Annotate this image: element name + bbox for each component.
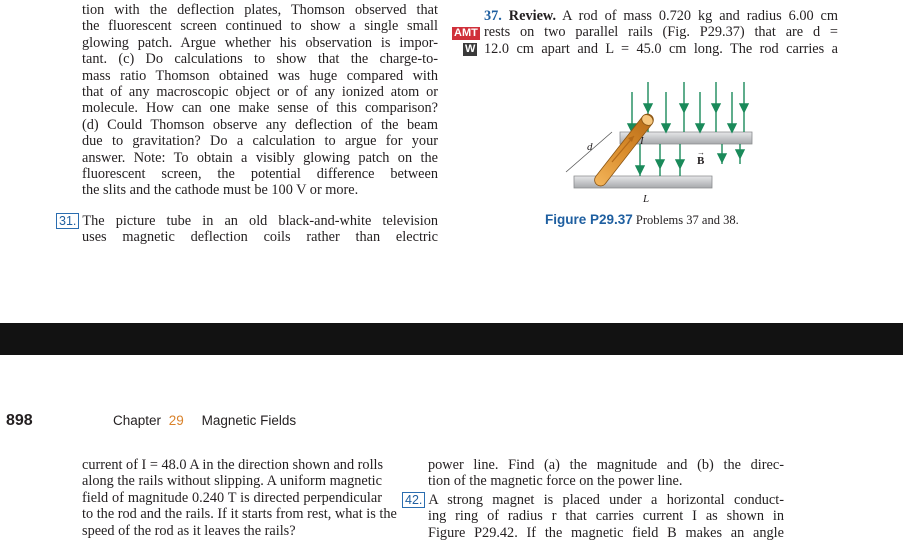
text-line: along the rails without slipping. A uniform magnetic [82, 473, 382, 490]
text-line: due to gravitation? Do a calculation to argue for your [82, 133, 438, 150]
current-label: I [640, 135, 644, 147]
left-column-top [82, 2, 438, 199]
figure-caption [545, 212, 739, 228]
text-line: fluorescent screen, the potential difference between [82, 166, 438, 183]
rod-on-rails-figure [556, 80, 756, 210]
field-vector-arrow: → [697, 148, 705, 157]
chapter-label: Chapter [113, 413, 162, 428]
problem-31-line-1: The picture tube in an old black-and-white television [82, 213, 438, 229]
text-line: field of magnitude 0.240 T is directed perpendicular [82, 489, 382, 506]
problem-number-37: 37. [484, 8, 502, 24]
problem-42-line-2: ing ring of radius r that carries current I as shown in [428, 508, 784, 525]
text-line: current of I = 48.0 A in the direction shown and rolls [82, 457, 384, 473]
text-line: the slits and the cathode must be 100 V or more. [82, 182, 359, 199]
problem-37-line-1: A rod of mass 0.720 kg and radius 6.00 cm [562, 8, 838, 24]
page-number: 898 [6, 412, 33, 429]
problem-37 [484, 8, 838, 57]
w-tag: W [465, 43, 476, 55]
bottom-page [0, 355, 903, 546]
text-line: power line. Find (a) the magnitude and (b) the direc- [428, 457, 784, 473]
amt-tag: AMT [454, 27, 478, 39]
problem-42-line-1: A strong magnet is placed under a horizontal conduct- [428, 492, 784, 508]
right-column-bottom [428, 457, 784, 490]
figure-caption-text: Problems 37 and 38. [635, 213, 739, 227]
text-line: that of any macroscopic object or of any ionized atom or [82, 84, 438, 101]
chapter-number: 29 [168, 413, 184, 428]
left-column-bottom [82, 457, 397, 539]
problem-31 [56, 213, 438, 246]
text-line: mass ratio Thomson obtained was huge compared with [82, 67, 438, 84]
text-line: molecule. How can one make sense of this comparison? [82, 100, 438, 117]
problem-31-line-2: uses magnetic deflection coils rather than electric [82, 229, 438, 246]
text-line: to the rod and the rails. If it starts from rest, what is the [82, 506, 397, 523]
problem-42-line-3: Figure P29.42. If the magnetic field B makes an angle [428, 524, 784, 541]
chapter-header [113, 413, 296, 428]
text-line: answer. Note: To obtain a visibly glowing patch on the [82, 149, 438, 166]
text-line: tion of the magnetic force on the power line. [428, 473, 683, 490]
text-line: glowing patch. Argue whether his observation is impor- [82, 34, 438, 51]
text-line: tion with the deflection plates, Thomson observed that [82, 2, 438, 18]
field-label: B [697, 155, 705, 167]
d-label: d [587, 141, 593, 153]
length-label: L [643, 193, 650, 205]
text-line: (d) Could Thomson observe any deflection of the beam [82, 116, 438, 133]
page-divider [0, 323, 903, 355]
problem-37-line-2: rests on two parallel rails (Fig. P29.37) that are d = [484, 24, 838, 41]
problem-42 [402, 492, 784, 541]
problem-number-42: 42. [402, 492, 425, 508]
text-line: tant. (c) Do calculations to show that the charge-to- [82, 51, 438, 68]
chapter-title: Magnetic Fields [201, 413, 297, 428]
problem-37-line-3: 12.0 cm apart and L = 45.0 cm long. The rod carries a [484, 40, 838, 57]
text-line: speed of the rod as it leaves the rails? [82, 522, 296, 539]
text-line: the fluorescent screen continued to show a single small [82, 18, 438, 35]
problem-37-label: Review. [508, 8, 557, 24]
figure-label: Figure P29.37 [545, 212, 633, 227]
problem-number-31: 31. [56, 213, 79, 229]
